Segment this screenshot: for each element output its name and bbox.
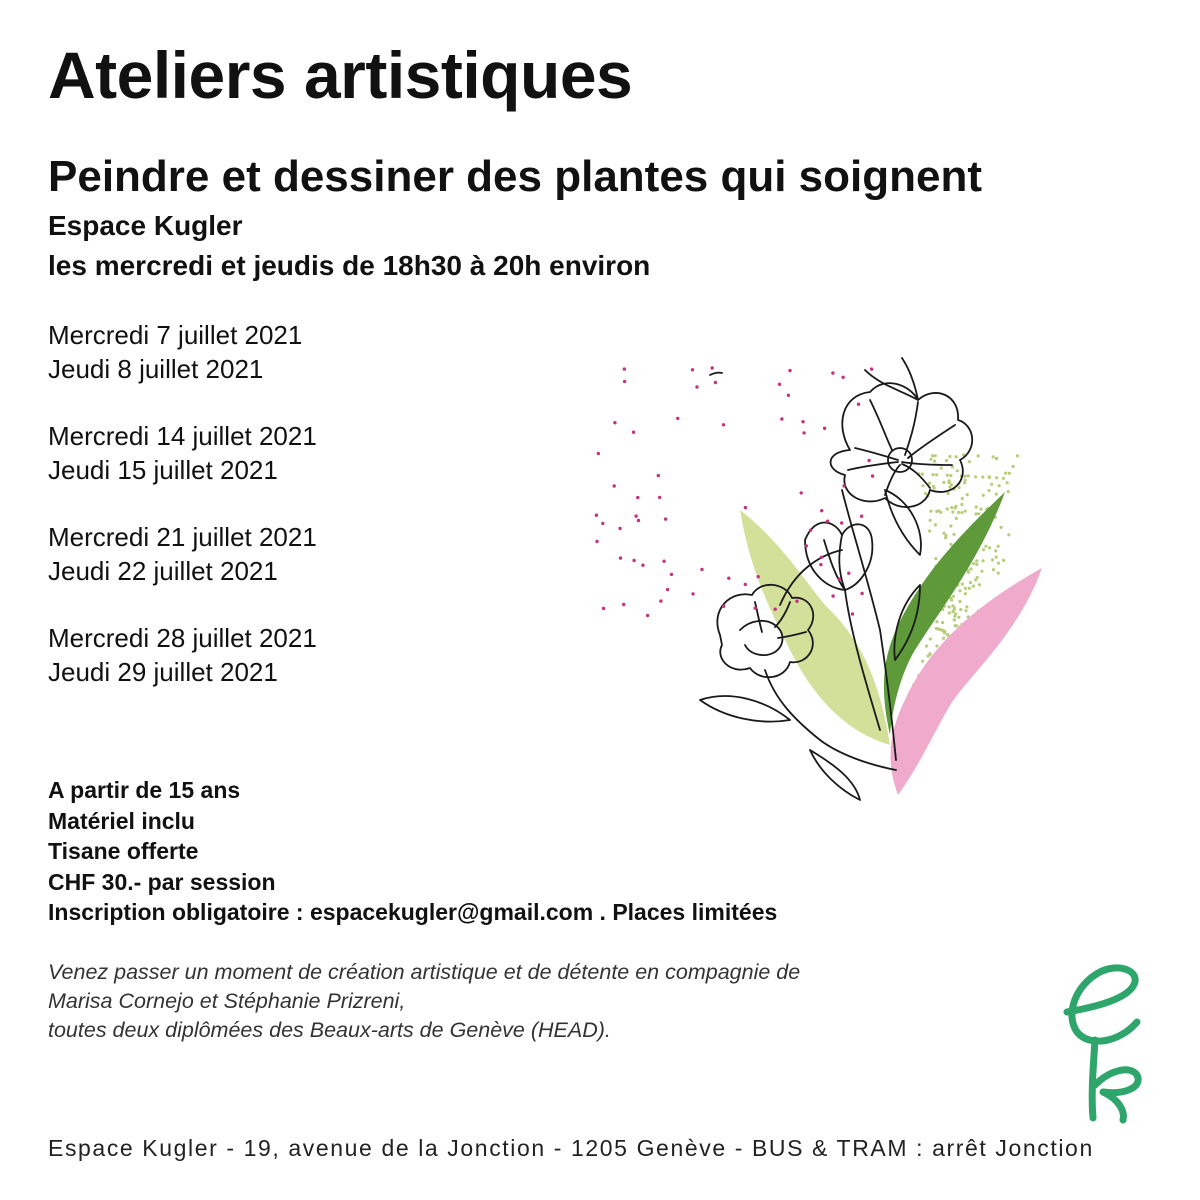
green-dot: [934, 523, 937, 526]
pink-dot: [711, 366, 714, 369]
pink-dot: [871, 474, 874, 477]
pink-dot: [840, 521, 843, 524]
green-dot: [995, 556, 998, 559]
green-dot: [929, 510, 932, 513]
pink-dot: [619, 556, 622, 559]
info-registration: Inscription obligatoire : espacekugler@gmail.com . Places limitées: [48, 899, 778, 925]
green-dot: [953, 618, 956, 621]
info-tea: Tisane offerte: [48, 838, 199, 864]
date-group: [48, 318, 317, 386]
pink-dot: [820, 556, 823, 559]
pink-dot: [664, 517, 667, 520]
green-dot: [940, 467, 943, 470]
pink-dot: [623, 367, 626, 370]
green-dot: [991, 558, 994, 561]
green-dot: [984, 545, 987, 548]
green-dot: [960, 511, 963, 514]
pink-dot: [727, 577, 730, 580]
pink-dot: [646, 614, 649, 617]
green-dot: [1002, 559, 1005, 562]
pink-dot: [632, 431, 635, 434]
pink-dot: [857, 403, 860, 406]
green-dot: [1008, 472, 1011, 475]
green-dot: [1004, 472, 1007, 475]
pink-dot: [722, 423, 725, 426]
green-dot: [944, 534, 947, 537]
pink-dot-pattern: [595, 366, 875, 617]
poster-title: Ateliers artistiques: [48, 38, 633, 112]
pink-dot: [838, 577, 841, 580]
green-dot: [992, 455, 995, 458]
green-dot: [1002, 477, 1005, 480]
green-dot: [969, 581, 972, 584]
green-dot: [956, 469, 959, 472]
intro-text: [48, 958, 800, 1045]
pink-dot: [823, 427, 826, 430]
green-dot: [958, 486, 961, 489]
pink-dot: [657, 474, 660, 477]
green-dot: [968, 587, 971, 590]
green-dot: [974, 512, 977, 515]
green-dot: [1000, 526, 1003, 529]
green-dot: [921, 484, 924, 487]
green-dot: [949, 474, 952, 477]
green-dot: [977, 454, 980, 457]
pink-dot: [851, 612, 854, 615]
green-dot: [936, 627, 939, 630]
green-dot: [992, 568, 995, 571]
intro-line: Venez passer un moment de création artistique et de détente en compagnie de: [48, 960, 801, 984]
green-dot: [950, 506, 953, 509]
green-dot: [933, 487, 936, 490]
intro-line: toutes deux diplômées des Beaux-arts de Genève (HEAD).: [48, 1018, 611, 1042]
green-dot: [934, 557, 937, 560]
pink-dot: [800, 491, 803, 494]
green-dot: [941, 621, 944, 624]
green-dot: [932, 473, 935, 476]
pink-dot: [714, 381, 717, 384]
green-dot: [974, 578, 977, 581]
green-dot: [982, 548, 985, 551]
pink-dot: [744, 583, 747, 586]
pink-dot: [774, 608, 777, 611]
pink-dot: [637, 519, 640, 522]
date-group: [48, 520, 317, 588]
green-dot: [964, 510, 967, 513]
info-age: A partir de 15 ans: [48, 777, 241, 803]
poster-subtitle: Peindre et dessiner des plantes qui soignent: [48, 152, 983, 201]
green-dot: [948, 486, 951, 489]
green-dot: [963, 475, 966, 478]
pink-dot: [867, 459, 870, 462]
green-dot: [946, 507, 949, 510]
pink-dot: [805, 544, 808, 547]
pink-dot: [613, 484, 616, 487]
pink-dot: [860, 592, 863, 595]
green-dot: [981, 559, 984, 562]
pink-dot: [636, 496, 639, 499]
green-dot: [967, 474, 970, 477]
green-dot: [939, 511, 942, 514]
pink-dot: [613, 421, 616, 424]
green-dot: [975, 563, 978, 566]
pink-dot: [831, 594, 834, 597]
green-dot: [935, 644, 938, 647]
date-line: Jeudi 22 juillet 2021: [48, 556, 278, 586]
green-dot: [967, 571, 970, 574]
green-dot: [958, 589, 961, 592]
pink-dot: [870, 367, 873, 370]
green-dot: [949, 543, 952, 546]
green-dot: [934, 454, 937, 457]
green-dot: [1006, 481, 1009, 484]
date-line: Jeudi 15 juillet 2021: [48, 455, 278, 485]
intro-line: Marisa Cornejo et Stéphanie Prizreni,: [48, 989, 406, 1013]
green-dot: [995, 493, 998, 496]
green-dot: [990, 483, 993, 486]
pink-dot: [847, 572, 850, 575]
pink-dot: [618, 527, 621, 530]
date-group: [48, 621, 317, 689]
pink-dot: [601, 522, 604, 525]
pink-dot: [670, 573, 673, 576]
pink-dot: [595, 514, 598, 517]
espace-kugler-ek-logo-icon: [1045, 960, 1175, 1130]
pink-dot: [691, 368, 694, 371]
green-dot: [949, 524, 952, 527]
date-line: Mercredi 28 juillet 2021: [48, 623, 317, 653]
flower-illustration-icon: [580, 340, 1060, 810]
green-dot: [966, 493, 969, 496]
green-dot: [954, 612, 957, 615]
pink-dot: [700, 568, 703, 571]
green-dot: [948, 455, 951, 458]
green-dot: [995, 457, 998, 460]
green-dot: [997, 545, 1000, 548]
green-dot: [952, 608, 955, 611]
date-line: Mercredi 7 juillet 2021: [48, 320, 303, 350]
green-dot: [948, 481, 951, 484]
green-dot: [955, 517, 958, 520]
green-dot: [988, 546, 991, 549]
pink-dot: [623, 380, 626, 383]
green-dot: [972, 562, 975, 565]
green-dot: [964, 587, 967, 590]
pink-dot: [659, 599, 662, 602]
green-dot: [981, 475, 984, 478]
pink-dot: [744, 506, 747, 509]
green-dot: [972, 585, 975, 588]
green-dot: [1016, 454, 1019, 457]
pink-dot: [795, 600, 798, 603]
green-dot: [951, 604, 954, 607]
green-dot: [955, 455, 958, 458]
pink-dot: [841, 376, 844, 379]
green-dot: [951, 510, 954, 513]
pink-dot: [691, 592, 694, 595]
pink-dot: [602, 607, 605, 610]
green-dot: [1007, 533, 1010, 536]
date-line: Jeudi 8 juillet 2021: [48, 354, 264, 384]
green-dot: [961, 497, 964, 500]
green-dot: [952, 595, 955, 598]
pink-dot: [801, 420, 804, 423]
pink-dot: [778, 383, 781, 386]
green-dot: [965, 605, 968, 608]
green-dot: [958, 600, 961, 603]
green-dot: [1012, 465, 1015, 468]
pink-dot: [831, 371, 834, 374]
date-line: Jeudi 29 juillet 2021: [48, 657, 278, 687]
green-dot: [952, 533, 955, 536]
green-dot: [975, 506, 978, 509]
green-dot: [929, 458, 932, 461]
green-dot: [947, 492, 950, 495]
green-dot: [964, 592, 967, 595]
pink-dot: [666, 588, 669, 591]
green-dot: [995, 476, 998, 479]
pink-dot: [842, 484, 845, 487]
green-dot: [926, 654, 929, 657]
green-dot: [921, 660, 924, 663]
green-dot: [929, 519, 932, 522]
green-dot: [998, 484, 1001, 487]
pink-dot: [819, 563, 822, 566]
footer-address: Espace Kugler - 19, avenue de la Jonction - 1205 Genève - BUS & TRAM : arrêt Jonction: [48, 1135, 1094, 1161]
green-dot: [994, 549, 997, 552]
green-dot: [921, 473, 924, 476]
green-dot: [935, 620, 938, 623]
green-dot: [963, 481, 966, 484]
green-dot: [946, 474, 949, 477]
pink-dot: [757, 575, 760, 578]
pink-dot: [788, 369, 791, 372]
green-dot: [933, 460, 936, 463]
date-line: Mercredi 21 juillet 2021: [48, 522, 317, 552]
green-dot: [942, 481, 945, 484]
green-dot: [988, 476, 991, 479]
green-dot: [945, 459, 948, 462]
info-price: CHF 30.- par session: [48, 868, 276, 895]
pink-dot: [676, 417, 679, 420]
green-dot: [969, 567, 972, 570]
green-dot: [980, 570, 983, 573]
green-dot: [928, 529, 931, 532]
green-dot: [942, 637, 945, 640]
green-dot: [925, 644, 928, 647]
pink-dot: [809, 529, 812, 532]
date-list: [48, 318, 317, 722]
green-dot: [948, 611, 951, 614]
green-dot: [964, 609, 967, 612]
green-dot: [948, 605, 951, 608]
green-dot: [968, 460, 971, 463]
pink-dot: [662, 560, 665, 563]
info-material: Matériel inclu: [48, 807, 195, 834]
green-dot: [935, 473, 938, 476]
pink-dot: [622, 603, 625, 606]
green-dot: [987, 489, 990, 492]
date-line: Mercredi 14 juillet 2021: [48, 421, 317, 451]
pink-dot: [780, 417, 783, 420]
pink-dot: [641, 564, 644, 567]
green-dot: [997, 572, 1000, 575]
pink-dot: [860, 515, 863, 518]
pink-dot: [632, 559, 635, 562]
green-dot: [957, 616, 960, 619]
pink-dot: [802, 431, 805, 434]
green-dot: [957, 511, 960, 514]
pink-dot: [595, 540, 598, 543]
pink-dot: [820, 509, 823, 512]
pink-dot: [658, 496, 661, 499]
green-dot: [982, 494, 985, 497]
pink-dot: [722, 605, 725, 608]
date-group: [48, 419, 317, 487]
green-dot: [961, 583, 964, 586]
pink-dot: [597, 452, 600, 455]
green-dot: [959, 608, 962, 611]
green-dot: [960, 503, 963, 506]
pink-dot: [754, 606, 757, 609]
green-dot: [975, 559, 978, 562]
green-dot: [978, 583, 981, 586]
green-dot: [974, 475, 977, 478]
green-dot: [943, 630, 946, 633]
green-dot: [955, 624, 958, 627]
light-leaf: [740, 510, 890, 745]
venue-name: Espace Kugler: [48, 210, 243, 241]
green-dot: [954, 505, 957, 508]
pink-dot: [826, 520, 829, 523]
green-dot: [979, 508, 982, 511]
green-dot: [964, 479, 967, 482]
pink-dot: [787, 394, 790, 397]
green-dot: [1007, 490, 1010, 493]
schedule-text: les mercredi et jeudis de 18h30 à 20h environ: [48, 250, 651, 281]
pink-dot: [634, 514, 637, 517]
green-dot: [929, 637, 932, 640]
green-dot: [946, 633, 949, 636]
green-dot: [997, 562, 1000, 565]
pink-dot: [695, 385, 698, 388]
